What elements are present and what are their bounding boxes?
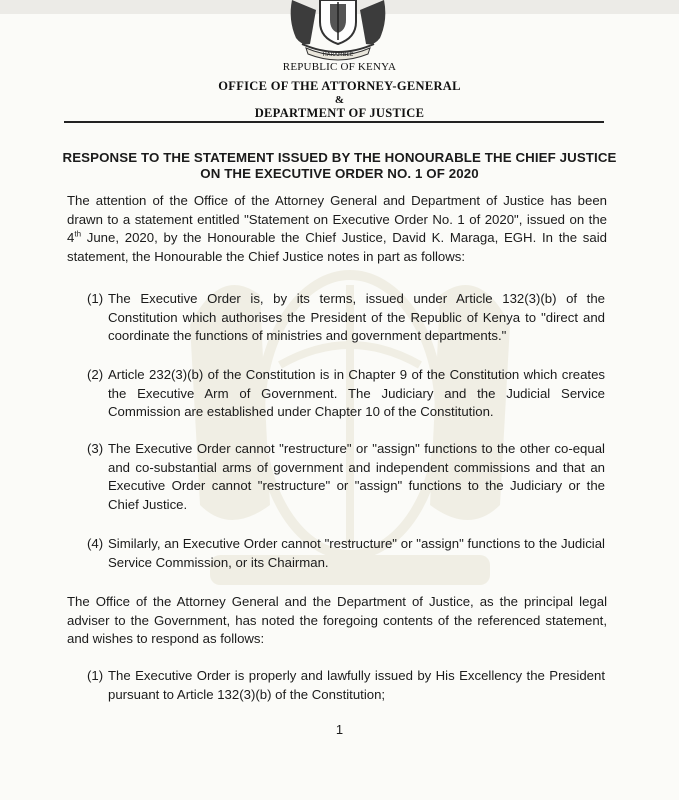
intro-text-a: The attention of the Office of the Attorney General and Department of Justice has been drawn to a statement entitled "Statement on Executive Order No. 1 of 2020", issued on the 4 [67,193,607,245]
point-number: (3) [87,441,104,456]
letterhead-divider [64,121,604,123]
cj-point-4 [87,535,605,572]
response-intro-paragraph: The Office of the Attorney General and the Department of Justice, as the principal legal adviser to the Government, has noted the foregoing contents of the referenced statement, and wishes to respond as follows: [67,594,607,646]
letterhead-department: DEPARTMENT OF JUSTICE [254,106,425,120]
point-number: (1) [87,668,104,683]
cj-point-2 [87,366,605,422]
letterhead-office: OFFICE OF THE ATTORNEY-GENERAL [218,79,461,93]
point-number: (2) [87,367,104,382]
ordinal-suffix: th [74,229,82,239]
document-title-line-1: RESPONSE TO THE STATEMENT ISSUED BY THE HONOURABLE THE CHIEF JUSTICE [62,150,617,165]
point-text: The Executive Order cannot "restructure" or "assign" functions to the other co-equal and co-substantial arms of government and independent commissions and that an Executive Order cannot "restructure" or "assign" functions to the Judiciary or the Chief Justice. [108,441,605,512]
page-number: 1 [335,722,344,737]
cj-point-3 [87,440,605,514]
point-text: The Executive Order is properly and lawfully issued by His Excellency the President pursuant to Article 132(3)(b) of the Constitution; [108,668,605,702]
point-number: (4) [87,536,104,551]
point-text: The Executive Order is, by its terms, issued under Article 132(3)(b) of the Constitution which authorises the President of the Republic of Kenya to "direct and coordinate the functions of ministries and government departments." [108,291,605,343]
point-number: (1) [87,291,104,306]
response-point-1 [87,667,605,704]
motto-text: HARAMBEE [322,52,354,58]
document-title-line-2: ON THE EXECUTIVE ORDER NO. 1 OF 2020 [200,166,479,181]
point-text: Similarly, an Executive Order cannot "restructure" or "assign" functions to the Judicial Service Commission, or its Chairman. [108,536,605,570]
point-text: Article 232(3)(b) of the Constitution is in Chapter 9 of the Constitution which creates the Executive Arm of Government. The Judiciary and the Judicial Service Commission are established under Chapter 10 of the Constitution. [108,367,605,419]
letterhead-ampersand: & [334,94,345,106]
intro-paragraph [67,192,607,266]
letterhead-republic: REPUBLIC OF KENYA [282,61,397,73]
cj-point-1 [87,290,605,346]
kenya-coat-of-arms-emblem [282,0,394,62]
intro-text-b: June, 2020, by the Honourable the Chief Justice, David K. Maraga, EGH. In the said statement, the Honourable the Chief Justice notes in part as follows: [67,230,607,264]
